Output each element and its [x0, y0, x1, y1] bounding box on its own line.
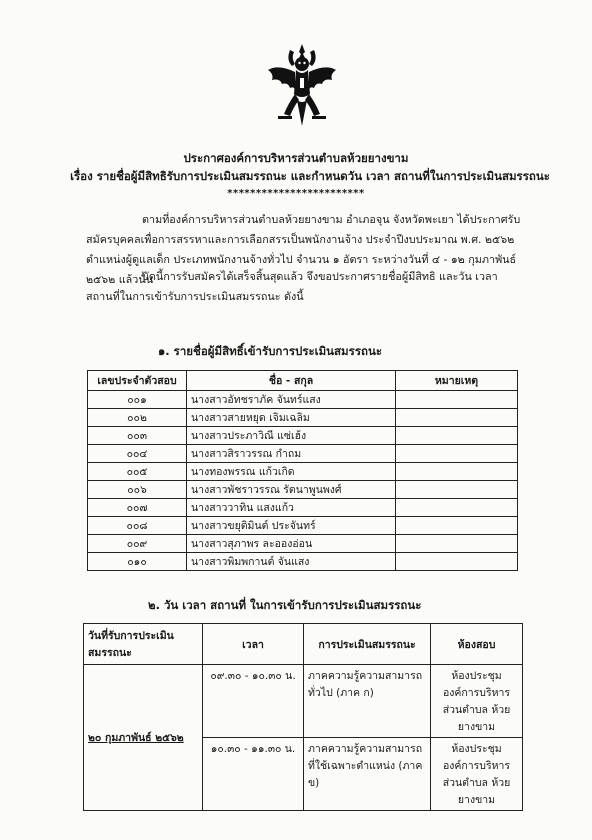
remark: [396, 499, 518, 517]
remark: [396, 427, 518, 445]
col-header-remark: หมายเหตุ: [396, 371, 518, 391]
table-row: [88, 445, 518, 463]
announcement-title: ประกาศองค์การบริหารส่วนตำบลห้วยยางขาม: [183, 151, 409, 165]
candidate-name: นางสาวสุภาพร ละอองอ่อน: [187, 535, 396, 553]
col-header-assessment: การประเมินสมรรถนะ: [304, 624, 431, 665]
stars-divider: ************************: [227, 188, 365, 199]
candidate-name: นางสาวประภาวิณี แซ่เฮ้ง: [187, 427, 396, 445]
section-1-title: ๑. รายชื่อผู้มีสิทธิ์เข้ารับการประเมินสมรรถนะ: [158, 344, 382, 358]
exam-id: ๐๑๐: [88, 553, 187, 571]
remark: [396, 517, 518, 535]
candidate-name: นางสาววาทิน แสงแก้ว: [187, 499, 396, 517]
table-row: [88, 391, 518, 409]
exam-room: ห้องประชุม องค์การบริหารส่วนตำบล ห้วยยางขาม: [431, 665, 523, 738]
candidate-name: นางสาวอัทชราภัค จันทร์แสง: [187, 391, 396, 409]
garuda-emblem-icon: [264, 42, 340, 128]
time-slot: ๑๐.๓๐ - ๑๑.๓๐ น.: [203, 738, 304, 811]
exam-id: ๐๐๘: [88, 517, 187, 535]
candidate-name: นางสาวสายหยุด เจิมเฉลิม: [187, 409, 396, 427]
remark: [396, 391, 518, 409]
table-row: [88, 463, 518, 481]
table-row: [88, 409, 518, 427]
exam-id: ๐๐๔: [88, 445, 187, 463]
section-2-title: ๒. วัน เวลา สถานที่ ในการเข้ารับการประเมินสมรรถนะ: [148, 598, 422, 612]
candidate-name: นางสาวพิมพกานต์ จันแสง: [187, 553, 396, 571]
assessment-date: ๒๐ กุมภาพันธ์ ๒๕๖๒: [84, 665, 203, 811]
remark: [396, 535, 518, 553]
assessment-type: ภาคความรู้ความสามารถที่ใช้เฉพาะตำแหน่ง (ภาค ข): [304, 738, 431, 811]
exam-id: ๐๐๓: [88, 427, 187, 445]
table-row: [84, 665, 523, 738]
col-header-room: ห้องสอบ: [431, 624, 523, 665]
time-slot: ๐๙.๓๐ - ๑๐.๓๐ น.: [203, 665, 304, 738]
candidate-name: นางสาวพัชราวรรณ รัตนาพูนพงศ์: [187, 481, 396, 499]
notice-paragraph: บัดนี้การรับสมัครได้เสร็จสิ้นสุดแล้ว จึงขอประกาศรายชื่อผู้มีสิทธิ และวัน เวลา สถานที่ในการเข้ารับการประเมินสมรรถนะ ดังนี้: [86, 270, 498, 303]
table-row: [88, 499, 518, 517]
remark: [396, 463, 518, 481]
exam-id: ๐๐๗: [88, 499, 187, 517]
table-row: [88, 553, 518, 571]
candidate-name: นางทองพรรณ แก้วเกิด: [187, 463, 396, 481]
col-header-name: ชื่อ - สกุล: [187, 371, 396, 391]
col-header-time: เวลา: [203, 624, 304, 665]
schedule-table: [83, 623, 523, 811]
remark: [396, 481, 518, 499]
candidate-name: นางสาวสิราวรรณ กำถม: [187, 445, 396, 463]
exam-id: ๐๐๕: [88, 463, 187, 481]
remark: [396, 409, 518, 427]
exam-id: ๐๐๑: [88, 391, 187, 409]
table-row: [88, 427, 518, 445]
remark: [396, 553, 518, 571]
remark: [396, 445, 518, 463]
announcement-subject: เรื่อง รายชื่อผู้มีสิทธิรับการประเมินสมรรถนะ และกำหนดวัน เวลา สถานที่ในการประเมินสมรรถนะ: [70, 169, 550, 183]
table-row: [88, 535, 518, 553]
col-header-date: วันที่รับการประเมินสมรรถนะ: [84, 624, 203, 665]
exam-room: ห้องประชุม องค์การบริหารส่วนตำบล ห้วยยางขาม: [431, 738, 523, 811]
candidate-name: นางสาวขยุติมินต์ ประจันทร์: [187, 517, 396, 535]
intro-paragraph: ตามที่องค์การบริหารส่วนตำบลห้วยยางขาม อำเภอจุน จังหวัดพะเยา ได้ประกาศรับสมัครบุคคลเพื่อการสรรหาและการเลือกสรรเป็นพนักงานจ้าง ประจำปีงบประมาณ พ.ศ. ๒๕๖๒ ตำแหน่งผู้ดูแลเด็ก ประเภทพนักงานจ้างทั่วไป จำนวน ๑ อัตรา ระหว่างวันที่ ๔ - ๑๒ กุมภาพันธ์ ๒๕๖๒ แล้วนั้น: [86, 213, 521, 286]
exam-id: ๐๐๒: [88, 409, 187, 427]
exam-id: ๐๐๖: [88, 481, 187, 499]
table-row: [88, 517, 518, 535]
assessment-type: ภาคความรู้ความสามารถทั่วไป (ภาค ก): [304, 665, 431, 738]
exam-id: ๐๐๙: [88, 535, 187, 553]
col-header-exam-id: เลขประจำตัวสอบ: [88, 371, 187, 391]
table-row: [88, 481, 518, 499]
candidate-table: [87, 370, 518, 571]
